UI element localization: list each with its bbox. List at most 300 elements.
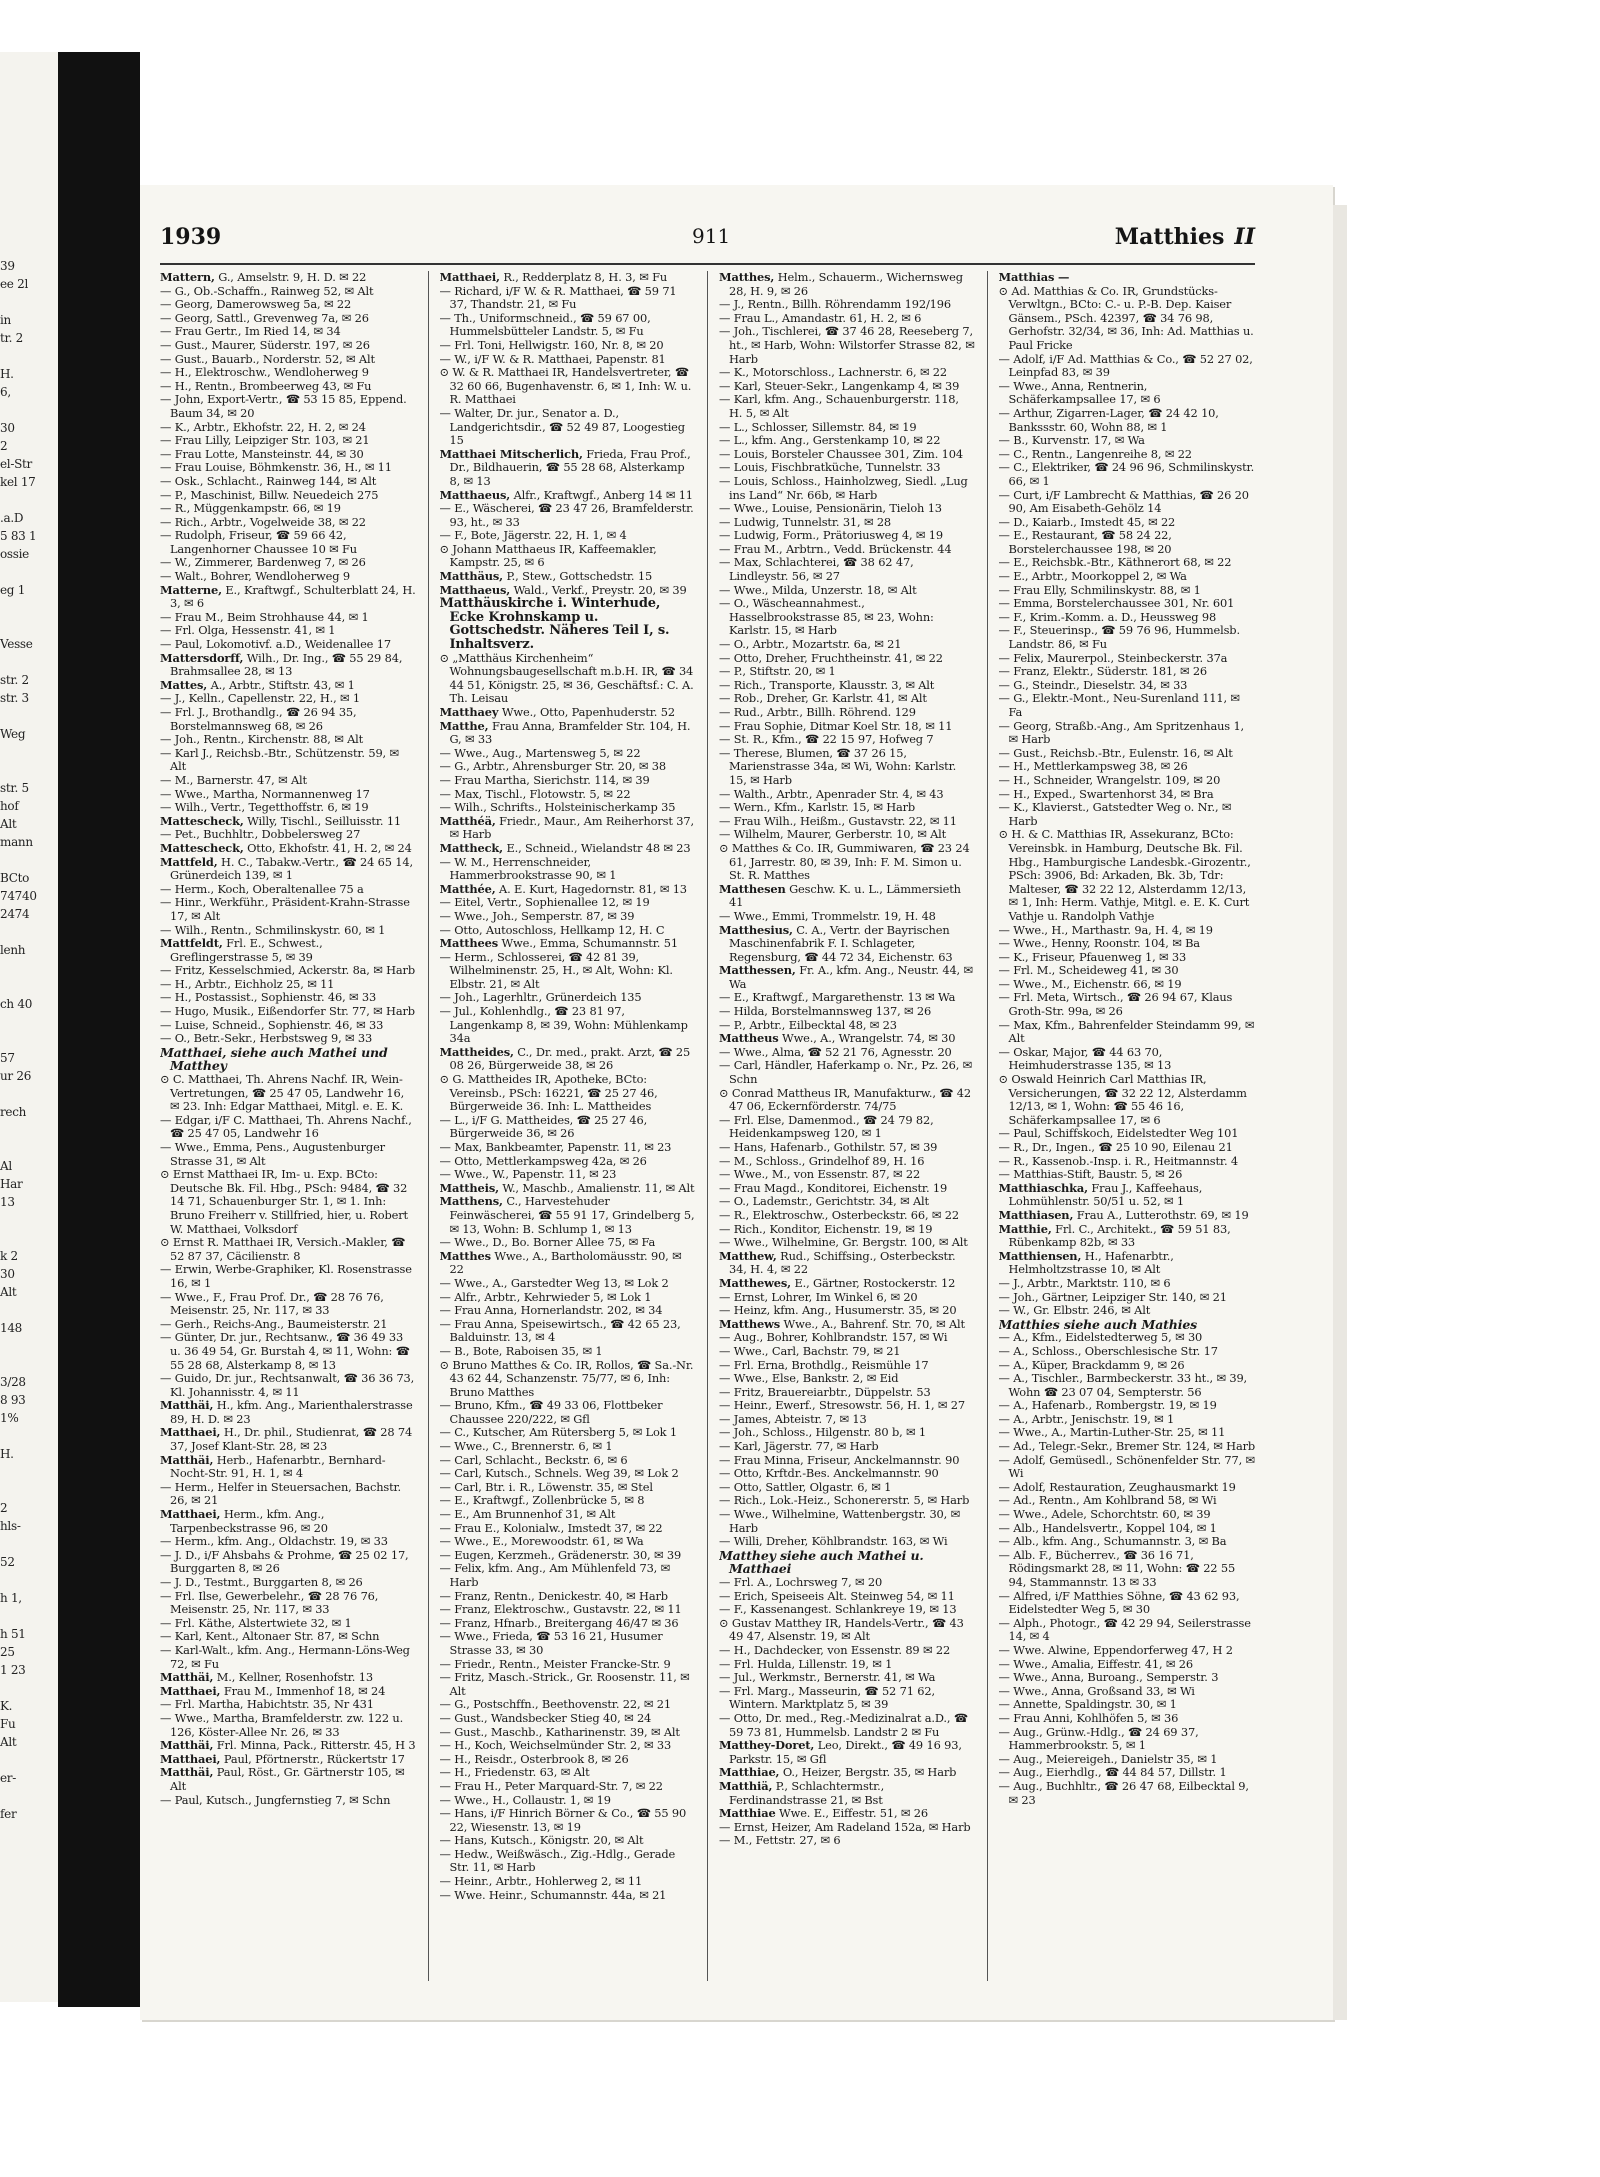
directory-entry <box>999 584 1256 598</box>
entry-details: — Heinz, kfm. Ang., Husumerstr. 35, ✉ 20 <box>719 1303 957 1318</box>
entry-details: — Frau E., Kolonialw., Imstedt 37, ✉ 22 <box>439 1520 663 1535</box>
directory-entry <box>719 1426 976 1440</box>
directory-entry <box>719 461 976 475</box>
directory-entry <box>160 1481 417 1508</box>
directory-entry <box>440 597 697 651</box>
directory-entry <box>160 883 417 897</box>
entry-surname: Matthiä, <box>719 1778 773 1793</box>
directory-entry <box>440 1766 697 1780</box>
entry-details: — Frau Louise, Böhmkenstr. 36, H., ✉ 11 <box>160 460 392 475</box>
entry-details: — Max, Tischl., Flotowstr. 5, ✉ 22 <box>439 786 631 801</box>
entry-details: — Frau H., Peter Marquard-Str. 7, ✉ 22 <box>439 1778 663 1793</box>
entry-surname: Matthies <box>998 1316 1060 1332</box>
entry-details: siehe auch Mathei und Matthey <box>170 1044 388 1074</box>
directory-entry <box>440 896 697 910</box>
directory-entry <box>160 366 417 380</box>
entry-details: — Wwe., Carl, Bachstr. 79, ✉ 21 <box>719 1343 901 1358</box>
entry-details: — K., Klavierst., Gatstedter Weg o. Nr., ✉ Harb <box>998 800 1232 828</box>
directory-entry <box>440 760 697 774</box>
entry-details: — Franz, Elektroschw., Gustavstr. 22, ✉ 11 <box>439 1602 682 1617</box>
entry-details: Frl. Minna, Pack., Ritterstr. 45, H 3 <box>213 1738 416 1753</box>
entry-details: Paul, Pförtnerstr., Rückertstr 17 <box>220 1751 405 1766</box>
directory-entry <box>999 964 1256 978</box>
entry-details: — K., Motorschloss., Lachnerstr. 6, ✉ 22 <box>719 365 947 380</box>
directory-entry <box>440 774 697 788</box>
directory-entry <box>719 842 976 883</box>
directory-entry <box>440 448 697 489</box>
entry-details: — Alfred, i/F Matthies Söhne, ☎ 43 62 93, Eidelstedter Weg 5, ✉ 30 <box>998 1588 1240 1617</box>
entry-details: — O., Wäscheannahmest., Hasselbrookstrasse 85, ✉ 23, Wohn: Karlstr. 15, ✉ Harb <box>719 596 934 638</box>
entry-details: — D., Kaiarb., Imstedt 45, ✉ 22 <box>998 514 1176 529</box>
directory-entry <box>719 434 976 448</box>
entry-details: — Wilh., Vertr., Tegetthoffstr. 6, ✉ 19 <box>160 800 369 815</box>
directory-entry <box>719 1766 976 1780</box>
directory-entry <box>999 407 1256 434</box>
entry-details: — K., Arbtr., Ekhofstr. 22, H. 2, ✉ 24 <box>160 419 366 434</box>
directory-entry <box>160 570 417 584</box>
directory-entry <box>719 1277 976 1291</box>
directory-entry <box>440 1508 697 1522</box>
directory-entry <box>999 1685 1256 1699</box>
directory-entry <box>440 788 697 802</box>
entry-details: — Joh., Gärtner, Leipziger Str. 140, ✉ 21 <box>998 1289 1227 1304</box>
directory-entry <box>440 747 697 761</box>
directory-entry <box>719 828 976 842</box>
entry-details: W., Maschb., Amalienstr. 11, ✉ Alt <box>498 1180 695 1195</box>
directory-entry <box>999 1617 1256 1644</box>
entry-surname: Matthessen, <box>719 963 796 978</box>
directory-entry <box>160 298 417 312</box>
directory-entry <box>999 1644 1256 1658</box>
directory-entry <box>160 1019 417 1033</box>
entry-surname: Mattheides, <box>439 1044 514 1059</box>
entry-details: — Wilh., Rentn., Schmilinskystr. 60, ✉ 1 <box>160 922 386 937</box>
entry-details: — Jul., Kohlenhdlg., ☎ 23 81 97, Langenkamp 8, ✉ 39, Wohn: Mühlenkamp 34a <box>439 1004 688 1046</box>
directory-entry <box>999 679 1256 693</box>
entry-details: — Max, Bankbeamter, Papenstr. 11, ✉ 23 <box>439 1140 672 1154</box>
directory-entry <box>440 1114 697 1141</box>
header-year: 1939 <box>160 224 222 250</box>
entry-surname: Matthaei, <box>160 1507 221 1522</box>
directory-entry <box>440 1345 697 1359</box>
entry-details: — K., Friseur, Pfauenweg 1, ✉ 33 <box>998 949 1187 964</box>
directory-entry <box>719 1494 976 1508</box>
entry-details: — O., Arbtr., Mozartstr. 6a, ✉ 21 <box>719 637 902 652</box>
directory-entry <box>160 325 417 339</box>
entry-details: — Willi, Dreher, Köhlbrandstr. 163, ✉ Wi <box>719 1534 948 1549</box>
entry-surname: Matthäi, <box>160 1765 214 1780</box>
entry-details: — Hans, Hafenarb., Gothilstr. 57, ✉ 39 <box>719 1140 938 1154</box>
entry-details: Otto, Ekhofstr. 41, H. 2, ✉ 24 <box>243 840 412 855</box>
entry-details: — A., Kfm., Eidelstedterweg 5, ✉ 30 <box>998 1330 1203 1345</box>
directory-entry <box>440 1726 697 1740</box>
directory-entry <box>999 1535 1256 1549</box>
entry-details: — Fritz, Masch.-Strick., Gr. Roosenstr. 11, ✉ Alt <box>439 1670 690 1698</box>
directory-entry <box>719 1331 976 1345</box>
directory-entry <box>719 883 976 910</box>
entry-details: — Frl. Erna, Brothdlg., Reismühle 17 <box>719 1357 929 1372</box>
entry-details: — Adolf, i/F Ad. Matthias & Co., ☎ 52 27 02, Leinpfad 83, ✉ 39 <box>998 351 1253 380</box>
entry-details: O., Heizer, Bergstr. 35, ✉ Harb <box>779 1765 957 1780</box>
entry-details: — J. D., i/F Ahsbahs & Prohme, ☎ 25 02 17, Burggarten 8, ✉ 26 <box>160 1547 409 1576</box>
entry-details: — M., Schloss., Grindelhof 89, H. 16 <box>719 1153 925 1168</box>
entry-details: — A., Schloss., Oberschlesische Str. 17 <box>998 1343 1218 1358</box>
entry-details: A., Arbtr., Stiftstr. 43, ✉ 1 <box>207 677 355 692</box>
entry-details: — F., Kassenangest. Schlankreye 19, ✉ 13 <box>719 1602 957 1617</box>
directory-entry <box>719 516 976 530</box>
header-volume: II <box>1234 224 1255 250</box>
entry-details: — Karl, kfm. Ang., Schauenburgerstr. 118, H. 5, ✉ Alt <box>719 392 959 420</box>
entry-details: — Otto, Autoschloss, Hellkamp 12, H. C <box>439 922 665 937</box>
entry-details: Herm., kfm. Ang., Tarpenbeckstrasse 96, ✉ 20 <box>170 1507 328 1535</box>
directory-entry <box>719 1413 976 1427</box>
header-running-title <box>1115 224 1255 250</box>
entry-details: — Wwe., Wilhelmine, Wattenbergstr. 30, ✉ Harb <box>719 1507 960 1535</box>
directory-entry <box>719 1182 976 1196</box>
entry-surname: Matthe, <box>439 718 489 733</box>
entry-details: ⊙ H. & C. Matthias IR, Assekuranz, BCto: Vereinsbk. in Hamburg, Deutsche Bk. Fil. Hbg., Hamburgische Landesbk.-Girozentr., PSch: 3906, Bd: Arkaden, Bk. 3b, Tdr: Malteser, ☎ 32 22 12, Alsterdamm 12/13, ✉ 1, Inh: Herm. Vathje, Mitgl. e. E. K. Curt Vathje u. Randolph Vathje <box>998 827 1251 923</box>
directory-entry <box>160 964 417 978</box>
directory-entry <box>160 1236 417 1263</box>
directory-entry <box>160 1535 417 1549</box>
entry-details: — Rich., Konditor, Eichenstr. 19, ✉ 19 <box>719 1221 933 1236</box>
directory-entry <box>999 774 1256 788</box>
directory-entry <box>719 325 976 366</box>
directory-entry <box>440 1794 697 1808</box>
entry-details: — Heinr., Arbtr., Hohlerweg 2, ✉ 11 <box>439 1874 643 1889</box>
entry-details: C. A., Vertr. der Bayrischen Maschinenfabrik F. I. Schlageter, Regensburg, ☎ 44 72 34, Eichenstr. 63 <box>729 922 953 964</box>
entry-details: Rud., Schiffsing., Osterbeckstr. 34, H. 4, ✉ 22 <box>729 1248 956 1277</box>
entry-details: — Rich., Arbtr., Vogelweide 38, ✉ 22 <box>160 514 366 529</box>
directory-entry <box>719 924 976 965</box>
entry-surname: Mattfeldt, <box>160 936 223 951</box>
entry-details: — P., Stiftstr. 20, ✉ 1 <box>719 664 836 679</box>
directory-entry <box>160 991 417 1005</box>
entry-details: — Karl-Walt., kfm. Ang., Hermann-Löns-Weg 72, ✉ Fu <box>160 1642 410 1671</box>
entry-details: — A., Hafenarb., Rombergstr. 19, ✉ 19 <box>998 1398 1217 1413</box>
entry-details: — R., Kassenob.-Insp. i. R., Heitmannstr. 4 <box>998 1153 1238 1168</box>
entry-surname: Matthäi, <box>160 1398 214 1413</box>
directory-entry <box>440 366 697 407</box>
directory-entry <box>719 1223 976 1237</box>
entry-details: — Wwe. Alwine, Eppendorferweg 47, H 2 <box>998 1642 1233 1657</box>
entry-details: — Hilda, Borstelmannsweg 137, ✉ 26 <box>719 1004 932 1019</box>
directory-entry <box>719 271 976 298</box>
entry-details: — Herm., Koch, Oberaltenallee 75 a <box>160 881 364 896</box>
entry-details: — H., Friedenstr. 63, ✉ Alt <box>439 1765 590 1780</box>
directory-entry <box>719 1467 976 1481</box>
entry-surname: Matthaei, <box>160 1751 221 1766</box>
directory-entry <box>160 516 417 530</box>
entry-details: H. C., Tabakw.-Vertr., ☎ 24 65 14, Grünerdeich 139, ✉ 1 <box>170 854 413 883</box>
entry-details: — Frl. Hulda, Lillenstr. 19, ✉ 1 <box>719 1656 893 1671</box>
entry-details: — Karl J., Reichsb.-Btr., Schützenstr. 59, ✉ Alt <box>160 745 399 774</box>
directory-entry <box>719 1685 976 1712</box>
directory-entry <box>160 1590 417 1617</box>
directory-entry <box>719 475 976 502</box>
directory-entry <box>999 1182 1256 1209</box>
directory-entry <box>440 1304 697 1318</box>
entry-surname: Matthens, <box>439 1194 503 1209</box>
directory-entry <box>719 1209 976 1223</box>
entry-details: — Wwe., Alma, ☎ 52 21 76, Agnesstr. 20 <box>719 1044 952 1059</box>
entry-details: — F., Bote, Jägerstr. 22, H. 1, ✉ 4 <box>439 528 627 543</box>
entry-details: — Gust., Maurer, Süderstr. 197, ✉ 26 <box>160 337 370 352</box>
entry-details: ⊙ Johann Matthaeus IR, Kaffeemakler, Kampstr. 25, ✉ 6 <box>439 541 657 570</box>
entry-details: — Wwe., Henny, Roonstr. 104, ✉ Ba <box>998 936 1200 951</box>
entry-surname: Matthesius, <box>719 922 793 937</box>
directory-entry <box>999 1522 1256 1536</box>
directory-entry <box>440 1834 697 1848</box>
entry-details: — Rich., Lok.-Heiz., Schonererstr. 5, ✉ Harb <box>719 1493 970 1508</box>
directory-entry <box>440 407 697 448</box>
entry-surname: Matthäi, <box>160 1738 214 1753</box>
directory-entry <box>440 1481 697 1495</box>
entry-surname: Matthewes, <box>719 1275 791 1290</box>
directory-entry <box>719 720 976 734</box>
directory-entry <box>999 760 1256 774</box>
directory-entry <box>999 380 1256 407</box>
directory-entry <box>719 1019 976 1033</box>
directory-entry <box>440 1522 697 1536</box>
directory-entry <box>160 1671 417 1685</box>
directory-entry <box>999 978 1256 992</box>
directory-entry <box>160 1753 417 1767</box>
directory-entry <box>160 1263 417 1290</box>
entry-details: — Aug., Grünw.-Hdlg., ☎ 24 69 37, Hammerbrookstr. 5, ✉ 1 <box>998 1724 1199 1753</box>
directory-entry <box>440 1698 697 1712</box>
directory-entry <box>440 1454 697 1468</box>
directory-entry <box>719 910 976 924</box>
directory-entry <box>160 434 417 448</box>
directory-entry <box>999 801 1256 828</box>
entry-details: — E., Am Brunnenhof 31, ✉ Alt <box>439 1507 616 1522</box>
entry-details: — A., Arbtr., Jenischstr. 19, ✉ 1 <box>998 1411 1175 1426</box>
directory-entry <box>719 1155 976 1169</box>
directory-entry <box>440 543 697 570</box>
entry-details: — Max, Schlachterei, ☎ 38 62 47, Lindleystr. 56, ✉ 27 <box>719 555 914 584</box>
entry-surname: Matthes, <box>719 271 775 284</box>
entry-details: — Frl. Martha, Habichtstr. 35, Nr 431 <box>160 1697 374 1712</box>
directory-entry <box>440 883 697 897</box>
entry-details: — Curt, i/F Lambrecht & Matthias, ☎ 26 20 90, Am Eisabeth-Gehölz 14 <box>998 487 1249 516</box>
entry-surname: Matthiensen, <box>998 1248 1082 1263</box>
entry-details: — Guido, Dr. jur., Rechtsanwalt, ☎ 36 36 73, Kl. Johannisstr. 4, ✉ 11 <box>160 1371 415 1399</box>
entry-details: — F., Krim.-Komm. a. D., Heussweg 98 <box>998 609 1217 624</box>
entry-details: — Frau Elly, Schmilinskystr. 88, ✉ 1 <box>998 582 1201 597</box>
entry-surname: Matthews <box>719 1316 781 1331</box>
entry-details: — W. M., Herrenschneider, Hammerbrookstrasse 90, ✉ 1 <box>439 854 617 883</box>
directory-entry <box>999 516 1256 530</box>
directory-entry <box>160 978 417 992</box>
directory-entry <box>440 1562 697 1589</box>
directory-entry <box>160 937 417 964</box>
entry-details: — John, Export-Vertr., ☎ 53 15 85, Eppend. Baum 34, ✉ 20 <box>160 392 407 420</box>
directory-entry <box>999 461 1256 488</box>
directory-entry <box>440 1739 697 1753</box>
directory-entry <box>999 1766 1256 1780</box>
directory-entry <box>719 1821 976 1835</box>
directory-entry <box>160 679 417 693</box>
entry-details: — Carl, Btr. i. R., Löwenstr. 35, ✉ Stel <box>439 1479 653 1494</box>
directory-entry <box>440 1046 697 1073</box>
directory-entry <box>999 1698 1256 1712</box>
directory-entry <box>440 271 697 285</box>
directory-entry <box>999 285 1256 353</box>
entry-details: — G., Steindr., Dieselstr. 34, ✉ 33 <box>998 677 1188 692</box>
directory-entry <box>719 692 976 706</box>
entry-surname: Mattescheck, <box>160 840 244 855</box>
directory-entry <box>719 597 976 638</box>
directory-entry <box>160 1508 417 1535</box>
entry-details: — W., Zimmerer, Bardenweg 7, ✉ 26 <box>160 555 366 570</box>
directory-entry <box>719 1658 976 1672</box>
directory-entry <box>999 747 1256 761</box>
entry-details: — Frau M., Beim Strohhause 44, ✉ 1 <box>160 609 369 624</box>
entry-details: — Rich., Transporte, Klausstr. 3, ✉ Alt <box>719 677 935 692</box>
directory-entry <box>160 1630 417 1644</box>
directory-entry <box>719 312 976 326</box>
directory-entry <box>719 1440 976 1454</box>
entry-surname: Matthaeus, <box>439 487 511 502</box>
entry-details: — E., Wäscherei, ☎ 23 47 26, Bramfelderstr. 93, ht., ✉ 33 <box>439 501 694 529</box>
entry-details: — R., Elektroschw., Osterbeckstr. 66, ✉ 22 <box>719 1207 959 1222</box>
entry-details: — A., Küper, Brackdamm 9, ✉ 26 <box>998 1357 1185 1372</box>
directory-entry <box>440 1250 697 1277</box>
entry-details: — Frau Anna, Hornerlandstr. 202, ✉ 34 <box>439 1303 663 1318</box>
entry-details: ⊙ Bruno Matthes & Co. IR, Rollos, ☎ Sa.-Nr. 43 62 44, Schanzenstr. 75/77, ✉ 6, Inh: Bruno Matthes <box>439 1357 694 1399</box>
directory-entry <box>440 1182 697 1196</box>
entry-details: Geschw. K. u. L., Lämmersieth 41 <box>729 881 961 910</box>
entry-details: — Frau M., Arbtrn., Vedd. Brückenstr. 44 <box>719 541 952 556</box>
entry-details: — P., Maschinist, Billw. Neuedeich 275 <box>160 487 379 502</box>
entry-surname: Matthäus, <box>439 569 503 584</box>
entry-details: — Erwin, Werbe-Graphiker, Kl. Rosenstrasse 16, ✉ 1 <box>160 1262 412 1290</box>
entry-details: — Frau Gertr., Im Ried 14, ✉ 34 <box>160 324 341 339</box>
entry-surname: Matthew, <box>719 1248 777 1263</box>
directory-entry <box>160 1576 417 1590</box>
entry-details: — Frau L., Amandastr. 61, H. 2, ✉ 6 <box>719 310 922 325</box>
entry-details: Frau J., Kaffeehaus, Lohmühlenstr. 50/51 u. 52, ✉ 1 <box>1008 1180 1203 1209</box>
directory-entry <box>160 1073 417 1114</box>
entry-details: P., Stew., Gottschedstr. 15 <box>502 569 653 584</box>
directory-entry <box>999 1331 1256 1345</box>
entry-details: Alfr., Kraftwgf., Anberg 14 ✉ 11 <box>510 487 693 502</box>
directory-entry <box>160 1766 417 1793</box>
directory-entry <box>440 1440 697 1454</box>
directory-entry <box>440 1168 697 1182</box>
entry-details: — Wwe., Adele, Schorchtstr. 60, ✉ 39 <box>998 1507 1211 1522</box>
entry-details: — Frl. J., Brothandlg., ☎ 26 94 35, Borstelmannsweg 68, ✉ 26 <box>160 705 357 733</box>
directory-entry <box>999 1345 1256 1359</box>
entry-surname: Matthäi, <box>160 1670 214 1685</box>
directory-entry <box>999 1481 1256 1495</box>
entry-details: — Wwe., Louise, Pensionärin, Tieloh 13 <box>719 501 942 516</box>
entry-details: ⊙ „Matthäus Kirchenheim“ Wohnungsbaugesellschaft m.b.H. IR, ☎ 34 44 51, Königstr. 25, ✉ 36, Geschäftsf.: C. A. Th. Leisau <box>439 650 694 706</box>
directory-entry <box>440 991 697 1005</box>
directory-entry <box>719 1780 976 1807</box>
directory-entry <box>160 461 417 475</box>
directory-entry <box>160 815 417 829</box>
entry-details: — Frl. Toni, Hellwigstr. 160, Nr. 8, ✉ 20 <box>439 337 664 352</box>
directory-entry <box>440 1889 697 1903</box>
entry-details: — H., Dachdecker, von Essenstr. 89 ✉ 22 <box>719 1642 951 1657</box>
directory-entry <box>719 1345 976 1359</box>
entry-details: — Frl. Meta, Wirtsch., ☎ 26 94 67, Klaus Groth-Str. 99a, ✉ 26 <box>998 990 1233 1019</box>
entry-details: — Wwe., D., Bo. Borner Allee 75, ✉ Fa <box>439 1235 656 1250</box>
directory-entry <box>440 924 697 938</box>
entry-details: Frl. E., Schwest., Greflingerstrasse 5, ✉ 39 <box>170 936 323 964</box>
entry-details: Wwe., Emma, Schumannstr. 51 <box>498 936 678 951</box>
directory-entry <box>999 1454 1256 1481</box>
directory-entry <box>160 339 417 353</box>
entry-details: — H., Postassist., Sophienstr. 46, ✉ 33 <box>160 990 377 1005</box>
entry-details: — G., Elektr.-Mont., Neu-Surenland 111, ✉ Fa <box>998 691 1240 719</box>
directory-entry <box>719 380 976 394</box>
entry-surname: Matthey-Doret, <box>719 1738 815 1753</box>
directory-entry <box>999 1399 1256 1413</box>
directory-entry <box>160 393 417 420</box>
directory-entry <box>160 1698 417 1712</box>
directory-entry <box>719 1291 976 1305</box>
directory-entry <box>719 1168 976 1182</box>
entry-details: — Frl. M., Scheideweg 41, ✉ 30 <box>998 963 1179 978</box>
directory-entry <box>999 1549 1256 1590</box>
entry-details: — E., Kraftwgf., Margarethenstr. 13 ✉ Wa <box>719 990 956 1005</box>
directory-entry <box>440 706 697 720</box>
adjacent-page-edge <box>0 52 58 2002</box>
entry-details: — B., Bote, Raboisen 35, ✉ 1 <box>439 1343 603 1358</box>
entry-details: — Matthias-Stift, Baustr. 5, ✉ 26 <box>998 1167 1183 1182</box>
directory-entry <box>440 1155 697 1169</box>
directory-entry <box>999 1508 1256 1522</box>
directory-entry <box>999 448 1256 462</box>
directory-entry <box>999 1780 1256 1807</box>
entry-details: — Frau Wilh., Heißm., Gustavstr. 22, ✉ 11 <box>719 813 957 828</box>
directory-entry <box>999 1359 1256 1373</box>
directory-entry <box>160 1454 417 1481</box>
entry-surname: Mattes, <box>160 677 208 692</box>
directory-entry <box>999 692 1256 719</box>
entry-details: — L., kfm. Ang., Gerstenkamp 10, ✉ 22 <box>719 433 941 448</box>
entry-surname: Matthaei, <box>439 271 500 284</box>
entry-details: — Fritz, Brauereiarbtr., Düppelstr. 53 <box>719 1384 931 1399</box>
entry-surname: Matthée, <box>439 881 496 896</box>
entry-details: — Wilh., Schrifts., Holsteinischerkamp 35 <box>439 800 676 815</box>
directory-entry <box>719 1005 976 1019</box>
entry-details: — H., Mettlerkampsweg 38, ✉ 26 <box>998 759 1188 774</box>
entry-details: i. Winterhude, Ecke Krohnskamp u. Gottschedstr. Näheres Teil I, s. Inhaltsverz. <box>449 596 670 653</box>
entry-details: Willy, Tischl., Seilluisstr. 11 <box>243 813 402 828</box>
entry-details: — H., Arbtr., Eichholz 25, ✉ 11 <box>160 976 335 991</box>
entry-details: Wwe., A., Bartholomäusstr. 90, ✉ 22 <box>449 1248 682 1277</box>
adjacent-page-text: 39 ee 2l in tr. 2 H. 6, 30 2 el-Str kel 17 .a.D 5 83 1 ossie eg 1 Vesse str. 2 str. 3 Weg str. 5 hof Alt mann BCto 74740 2474 lenh ch 40 57 ur 26 rech Al Har 13 k 2 30 Alt 148 3/28 8 93 1% H. 2 hls- 52 h 1, h 51 25 1 23 K. Fu Alt er- fer <box>0 259 37 1821</box>
directory-entry <box>440 353 697 367</box>
directory-entry <box>440 339 697 353</box>
entry-details: Wwe., A., Wrangelstr. 74, ✉ 30 <box>778 1031 956 1046</box>
entry-details: — Rudolph, Friseur, ☎ 59 66 42, Langenhorner Chaussee 10 ✉ Fu <box>160 528 357 556</box>
entry-details: — G., Arbtr., Ahrensburger Str. 20, ✉ 38 <box>439 759 666 774</box>
directory-entry <box>719 1087 976 1114</box>
entry-details: ⊙ C. Matthaei, Th. Ahrens Nachf. IR, Wein-Vertretungen, ☎ 25 47 05, Landwehr 16, ✉ 23. Inh: Edgar Matthaei, Mitgl. e. E. K. <box>160 1072 405 1114</box>
entry-details: — Wwe., H., Marthastr. 9a, H. 4, ✉ 19 <box>998 922 1213 937</box>
entry-surname: Mattfeld, <box>160 854 218 869</box>
directory-entry <box>440 1807 697 1834</box>
entry-details: — Jul., Werkmstr., Bernerstr. 41, ✉ Wa <box>719 1670 936 1685</box>
directory-entry <box>719 665 976 679</box>
entry-details: — Rob., Dreher, Gr. Karlstr. 41, ✉ Alt <box>719 691 927 706</box>
directory-entry <box>999 1277 1256 1291</box>
